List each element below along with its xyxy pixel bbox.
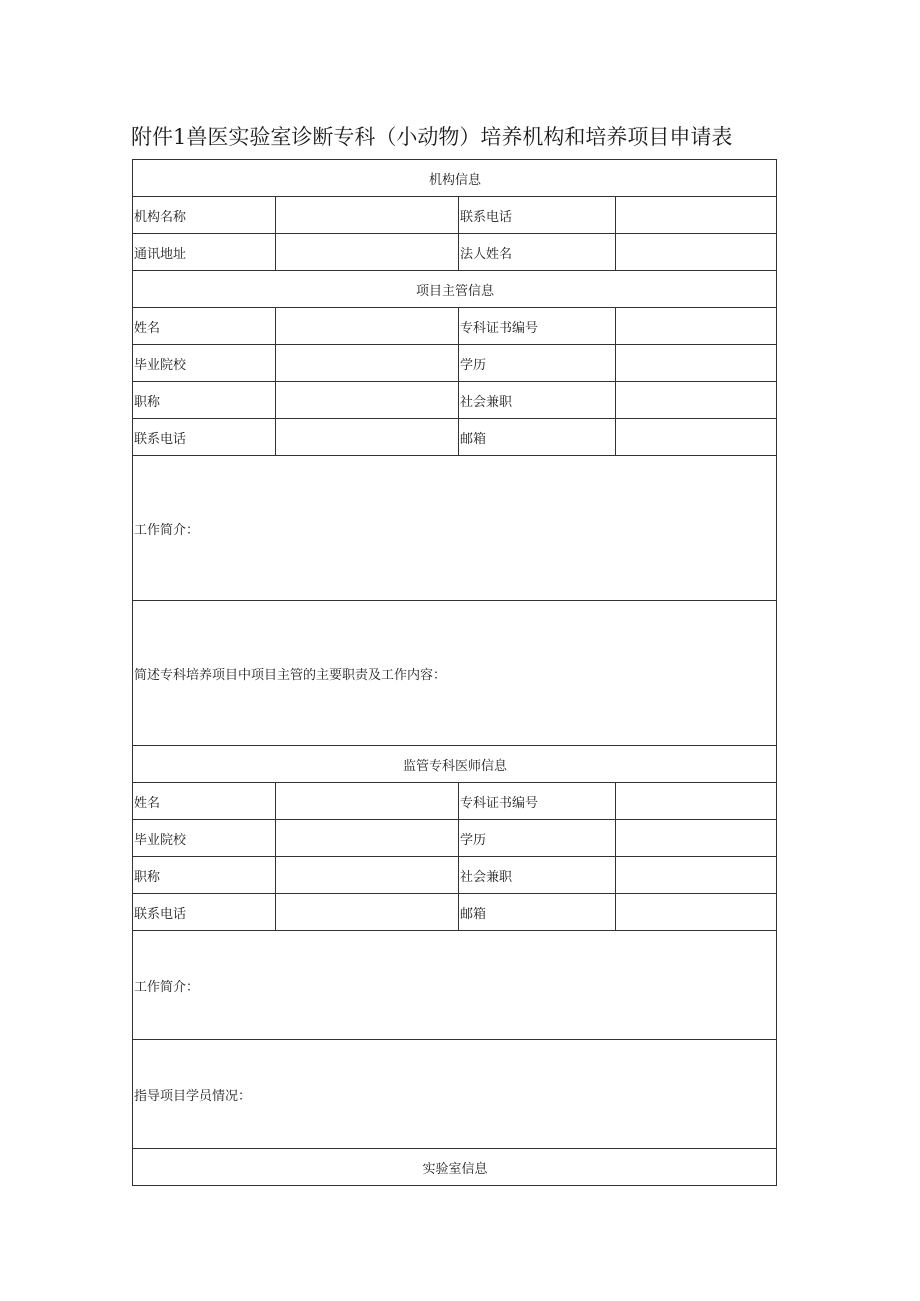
supervisor-school-field[interactable]: [276, 345, 459, 382]
supervisor-duties-label: 简述专科培养项目中项目主管的主要职责及工作内容：: [134, 667, 447, 683]
specialist-education-label: 学历: [459, 820, 616, 857]
specialist-email-label: 邮箱: [459, 894, 616, 931]
section-header-specialist: 监管专科医师信息: [133, 746, 777, 783]
institution-address-field[interactable]: [276, 234, 459, 271]
supervisor-phone-label: 联系电话: [133, 419, 276, 456]
specialist-school-label: 毕业院校: [133, 820, 276, 857]
supervisor-work-intro-area[interactable]: [133, 456, 777, 601]
supervisor-social-field[interactable]: [616, 382, 777, 419]
supervisor-work-intro-label: 工作简介：: [134, 522, 200, 538]
specialist-trainees-label: 指导项目学员情况：: [134, 1088, 252, 1104]
form-row: [133, 857, 777, 894]
specialist-phone-label: 联系电话: [133, 894, 276, 931]
form-row: [133, 1040, 777, 1149]
form-row: [133, 894, 777, 931]
supervisor-name-field[interactable]: [276, 308, 459, 345]
supervisor-email-label: 邮箱: [459, 419, 616, 456]
specialist-work-intro-label: 工作简介：: [134, 979, 200, 995]
section-header-row: [133, 160, 777, 197]
supervisor-social-label: 社会兼职: [459, 382, 616, 419]
section-header-lab: 实验室信息: [133, 1149, 777, 1186]
form-row: [133, 931, 777, 1040]
supervisor-phone-field[interactable]: [276, 419, 459, 456]
specialist-school-field[interactable]: [276, 820, 459, 857]
section-header-institution: 机构信息: [133, 160, 777, 197]
section-header-supervisor: 项目主管信息: [133, 271, 777, 308]
page-title: 附件1兽医实验室诊断专科（小动物）培养机构和培养项目申请表: [131, 125, 733, 149]
supervisor-school-label: 毕业院校: [133, 345, 276, 382]
form-row: [133, 456, 777, 601]
institution-address-label: 通讯地址: [133, 234, 276, 271]
form-row: [133, 197, 777, 234]
form-row: [133, 783, 777, 820]
specialist-title-label: 职称: [133, 857, 276, 894]
form-row: [133, 601, 777, 746]
institution-name-field[interactable]: [276, 197, 459, 234]
supervisor-title-label: 职称: [133, 382, 276, 419]
specialist-social-field[interactable]: [616, 857, 777, 894]
supervisor-duties-area[interactable]: [133, 601, 777, 746]
supervisor-cert-label: 专科证书编号: [459, 308, 616, 345]
supervisor-name-label: 姓名: [133, 308, 276, 345]
specialist-trainees-area[interactable]: [133, 1040, 777, 1149]
specialist-social-label: 社会兼职: [459, 857, 616, 894]
specialist-title-field[interactable]: [276, 857, 459, 894]
section-header-row: [133, 1149, 777, 1186]
supervisor-education-label: 学历: [459, 345, 616, 382]
specialist-phone-field[interactable]: [276, 894, 459, 931]
supervisor-education-field[interactable]: [616, 345, 777, 382]
form-row: [133, 234, 777, 271]
form-row: [133, 308, 777, 345]
section-header-row: [133, 746, 777, 783]
form-row: [133, 419, 777, 456]
section-header-row: [133, 271, 777, 308]
institution-phone-label: 联系电话: [459, 197, 616, 234]
specialist-education-field[interactable]: [616, 820, 777, 857]
legal-rep-name-label: 法人姓名: [459, 234, 616, 271]
form-row: [133, 382, 777, 419]
form-row: [133, 820, 777, 857]
specialist-name-field[interactable]: [276, 783, 459, 820]
specialist-email-field[interactable]: [616, 894, 777, 931]
legal-rep-name-field[interactable]: [616, 234, 777, 271]
specialist-work-intro-area[interactable]: [133, 931, 777, 1040]
specialist-name-label: 姓名: [133, 783, 276, 820]
supervisor-email-field[interactable]: [616, 419, 777, 456]
institution-phone-field[interactable]: [616, 197, 777, 234]
specialist-cert-field[interactable]: [616, 783, 777, 820]
institution-name-label: 机构名称: [133, 197, 276, 234]
supervisor-cert-field[interactable]: [616, 308, 777, 345]
specialist-cert-label: 专科证书编号: [459, 783, 616, 820]
form-row: [133, 345, 777, 382]
application-form-table: [132, 159, 777, 1186]
supervisor-title-field[interactable]: [276, 382, 459, 419]
